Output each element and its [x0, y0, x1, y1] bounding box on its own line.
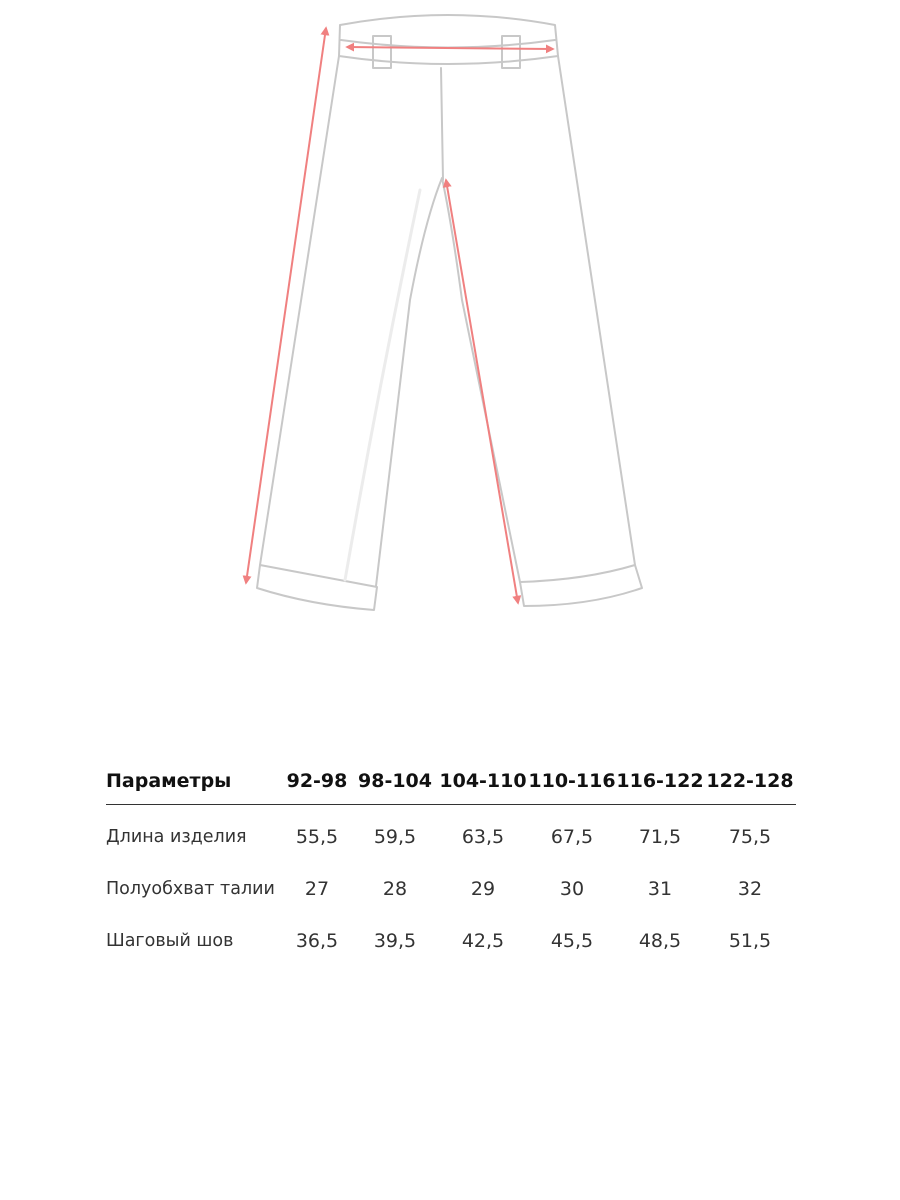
table-cell: 48,5	[638, 930, 682, 952]
table-cell: 71,5	[638, 826, 682, 848]
size-header: 92-98	[282, 758, 352, 805]
left-leg-outline	[260, 56, 339, 565]
size-header: 110-116	[528, 758, 616, 805]
row-label: Длина изделия	[106, 827, 247, 847]
right-cuff	[520, 565, 642, 606]
belt-loop-right	[502, 36, 520, 68]
table-cell: 30	[559, 878, 585, 900]
waistband	[339, 15, 558, 64]
waist-half-girth-arrow	[347, 47, 553, 49]
row-label: Полуобхват талии	[106, 879, 275, 899]
table-cell: 59,5	[373, 826, 417, 848]
table-cell: 45,5	[550, 930, 594, 952]
table-cell: 63,5	[461, 826, 505, 848]
length-arrow	[246, 28, 326, 583]
size-header: 116-122	[616, 758, 704, 805]
size-header: 122-128	[704, 758, 796, 805]
table-header-row	[106, 758, 796, 805]
table-cell: 51,5	[728, 930, 772, 952]
belt-loop-left	[373, 36, 391, 68]
size-header: 104-110	[438, 758, 528, 805]
table-cell: 32	[737, 878, 763, 900]
table-cell: 28	[382, 878, 408, 900]
table-row	[106, 863, 796, 915]
parameters-header: Параметры	[106, 758, 282, 805]
table-cell: 55,5	[295, 826, 339, 848]
row-label: Шаговый шов	[106, 931, 234, 951]
table-cell: 42,5	[461, 930, 505, 952]
table-cell: 67,5	[550, 826, 594, 848]
table-cell: 31	[647, 878, 673, 900]
table-row	[106, 915, 796, 967]
left-cuff	[257, 565, 377, 610]
size-header: 98-104	[352, 758, 438, 805]
table-row	[106, 805, 796, 864]
right-leg-outline	[558, 56, 635, 565]
table-cell: 29	[470, 878, 496, 900]
inseam-arrow	[446, 180, 518, 603]
table-cell: 75,5	[728, 826, 772, 848]
table-cell: 39,5	[373, 930, 417, 952]
size-chart-table	[106, 758, 796, 967]
table-cell: 36,5	[295, 930, 339, 952]
table-cell: 27	[304, 878, 330, 900]
